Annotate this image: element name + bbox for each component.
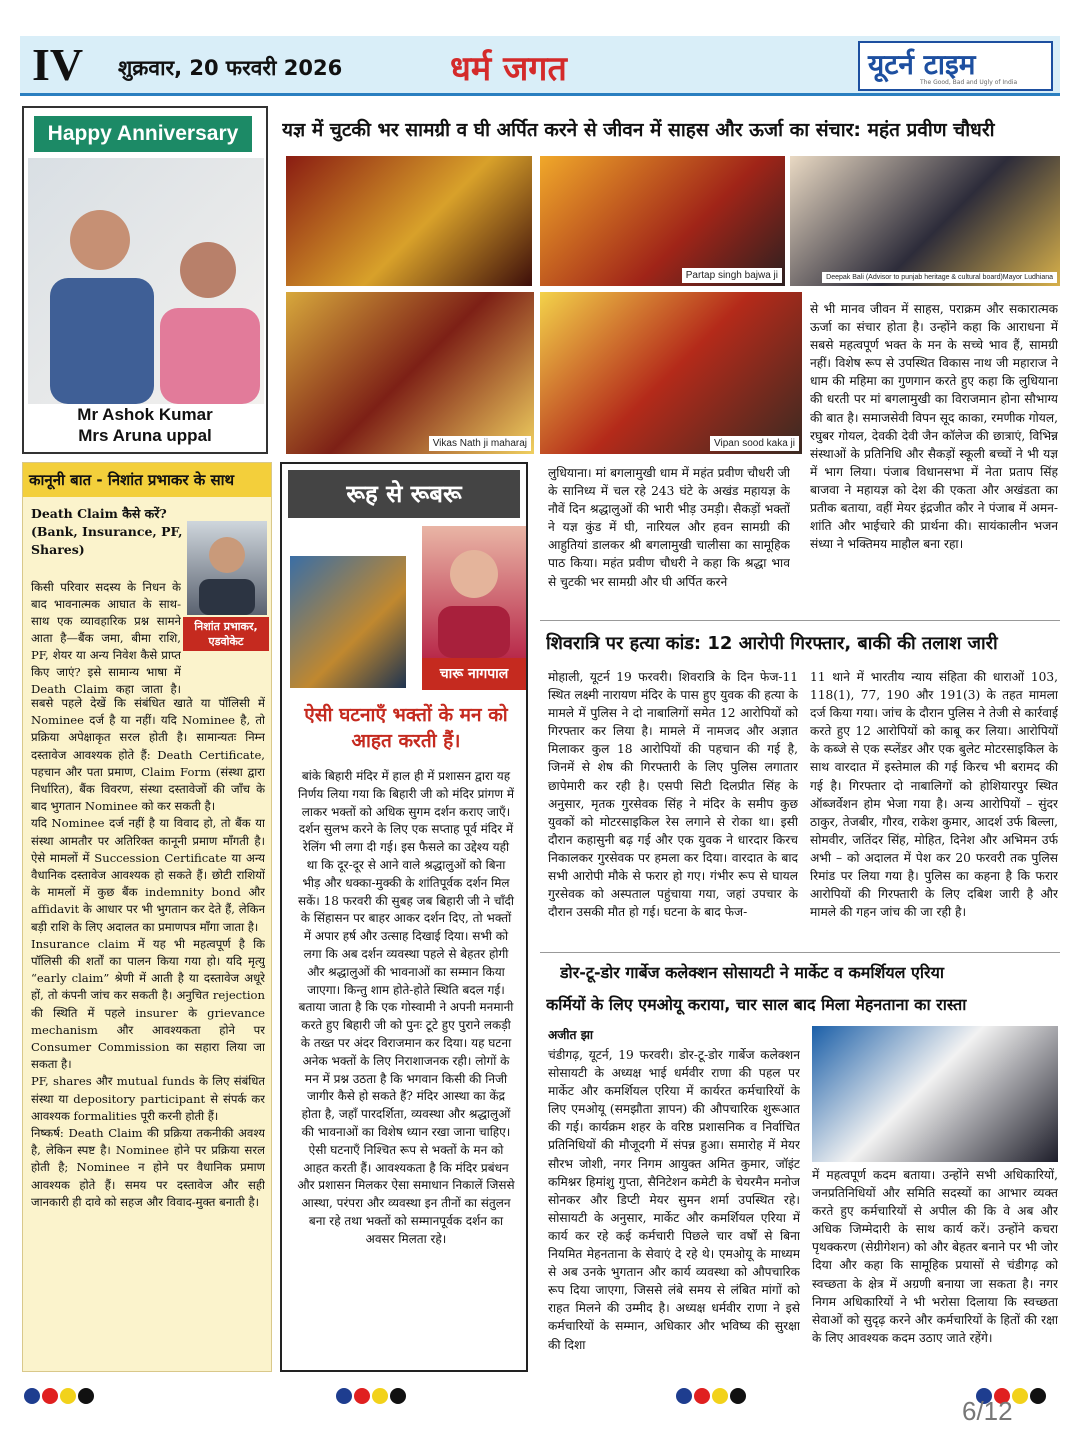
- article2-col1: [548, 668, 798, 946]
- photo-caption: Partap singh bajwa ji: [682, 268, 782, 283]
- article1-photo-5: [540, 292, 802, 454]
- article3-headline-line1: डोर-टू-डोर गार्बेज कलेक्शन सोसायटी ने मार्केट व कमर्शियल एरिया: [560, 963, 945, 982]
- article-paragraph: लुधियाना। मां बगलामुखी धाम में महंत प्रवीण चौधरी जी के सानिध्य में चल रहे 243 घंटे के अखंड महायज्ञ के नौवें दिन श्रद्धालुओं की भारी भीड़ उमड़ी। सैकड़ों भक्तों ने यज्ञ कुंड में घी, नारियल और हवन सामग्री की आहुतियां डालकर श्री बगलामुखी चालीसा का सामूहिक पाठ किया। महंत प्रवीण चौधरी ने कहा कि श्रद्धा भाव से चुटकी भर सामग्री और घी अर्पित करने: [548, 466, 790, 589]
- divider: [540, 952, 1060, 953]
- article3-col2: [812, 1166, 1058, 1376]
- section-title: धर्म जगत: [450, 49, 567, 89]
- column-body: [296, 768, 516, 1366]
- register-dot: [372, 1388, 388, 1404]
- anniversary-name-1: Mr Ashok Kumar: [77, 405, 213, 424]
- legal-body: [31, 695, 265, 1365]
- author-caption: चारू नागपाल: [422, 658, 526, 690]
- register-dot: [24, 1388, 40, 1404]
- deity-image: [290, 556, 406, 688]
- ruh-se-rubaru-column: [280, 462, 528, 1372]
- article1-photo-2: [540, 156, 785, 286]
- article1-headline: यज्ञ में चुटकी भर सामग्री व घी अर्पित करने से जीवन में साहस और ऊर्जा का संचार: महंत प्रवीण चौधरी: [282, 119, 995, 141]
- register-dot: [730, 1388, 746, 1404]
- register-dot: [354, 1388, 370, 1404]
- color-register-dots-3: [676, 1388, 748, 1408]
- page-number: IV: [32, 39, 84, 90]
- article3-col1: [548, 1046, 800, 1376]
- masthead: [20, 36, 1060, 96]
- register-dot: [390, 1388, 406, 1404]
- article-paragraph: मोहाली, यूटर्न 19 फरवरी। शिवरात्रि के दिन फेज-11 स्थित लक्ष्मी नारायण मंदिर के पास हुए युवक की हत्या के मामले में पुलिस ने दो नाबालिगों समेत 12 आरोपियों को गिरफ्तार कर लिया है। मामले में नामजद और अज्ञात मिलाकर कुल 18 आरोपियों की पहचान की गई है, जिनमें से शेष की गिरफ्तारी के लिए पुलिस लगातार छापेमारी कर रही है। एसपी सिटी दिलप्रीत सिंह के अनुसार, मृतक गुरसेवक सिंह ने मंदिर के समीप कुछ युवकों को मोटरसाइकिल रेस लगाने से रोका था। इसी दौरान कहासुनी बढ़ गई और एक युवक ने धारदार किरच निकालकर गुरसेवक पर हमला कर दिया। वारदात के बाद सभी आरोपी मौके से फरार हो गए। गंभीर रूप से घायल गुरसेवक को अस्पताल पहुंचाया गया, जहां उपचार के दौरान उसकी मौत हो गई। घटना के बाद फेज-: [548, 670, 798, 920]
- legal-column-header: कानूनी बात - निशांत प्रभाकर के साथ: [23, 463, 271, 497]
- legal-paragraph-5: PF, shares और mutual funds के लिए संबंधित संस्था या depository participant से संपर्क कर आवश्यक formalities पूरी करनी होती हैं।: [31, 1074, 265, 1123]
- page-indicator: 6/12: [962, 1396, 1013, 1426]
- article1-col2: [810, 300, 1058, 616]
- author-portrait-icon: [422, 526, 526, 658]
- article2-headline: शिवरात्रि पर हत्या कांड: 12 आरोपी गिरफ्तार, बाकी की तलाश जारी: [546, 633, 998, 654]
- article1-photo-1: [286, 156, 532, 286]
- register-dot: [336, 1388, 352, 1404]
- article1-photo-4: [286, 292, 534, 454]
- article1-photo-3: [790, 156, 1060, 286]
- article-paragraph: 11 थाने में भारतीय न्याय संहिता की धाराओं 103, 118(1), 77, 190 और 191(3) के तहत मामला दर्ज किया गया। जांच के दौरान पुलिस ने तेजी से कार्रवाई करते हुए 12 आरोपियों को काबू कर लिया। आरोपियों के कब्जे से एक स्प्लेंडर और एक बुलेट मोटरसाइकिल के साथ वारदात में इस्तेमाल की गई किरच भी बरामद की गई है। गिरफ्तार दो नाबालिगों को होशियारपुर स्थित ऑब्जर्वेशन होम भेजा गया है। अन्य आरोपियों – सुंदर ठाकुर, तेजबीर, गौरव, राकेश कुमार, आदर्श उर्फ बिल्ला, सोमवीर, जतिंदर सिंह, मोहित, दिनेश और अभिमन उर्फ अभी – को अदालत में पेश कर 20 फरवरी तक पुलिस रिमांड पर लिया गया है। पुलिस का कहना है कि फरार आरोपियों की गिरफ्तारी के लिए दबिश जारी है और मामले की गहन जांच की जा रही है।: [810, 670, 1058, 920]
- author-photo: [422, 526, 526, 658]
- anniversary-photo: [28, 158, 264, 404]
- article1-col1: [548, 464, 790, 616]
- legal-paragraph-3: यदि Nominee दर्ज नहीं है या विवाद हो, तो बैंक या संस्था आमतौर पर अतिरिक्त कानूनी प्रमाण माँगती है। ऐसे मामलों में Succession Certificate या अन्य वैधानिक दस्तावेज आवश्यक हो सकते हैं। छोटी राशियों के मामलों में कुछ बैंक indemnity bond और affidavit के आधार पर भी भुगतान कर देते हैं, लेकिन बड़ी राशि के लिए अदालत का प्रमाणपत्र माँगा जाता है।: [31, 816, 265, 934]
- legal-paragraph-6: निष्कर्ष: Death Claim की प्रक्रिया तकनीकी अवश्य है, लेकिन स्पष्ट है। Nominee होने पर प्रक्रिया सरल होती है; Nominee न होने पर वैधानिक प्रमाण आवश्यक होते हैं। समय पर दस्तावेज और सही जानकारी ही दावे को सहज और विवाद-मुक्त बनाती है।: [31, 1126, 265, 1209]
- logo-tagline: The Good, Bad and Ugly of India: [920, 79, 1018, 86]
- color-register-dots-2: [336, 1388, 408, 1408]
- anniversary-box: [22, 106, 268, 454]
- legal-column: [22, 462, 272, 1372]
- legal-paragraph-2: सबसे पहले देखें कि संबंधित खाते या पॉलिसी में Nominee दर्ज है या नहीं। यदि Nominee है, तो प्रक्रिया अपेक्षाकृत सरल होती है। सामान्यतः निम्न दस्तावेज आवश्यक होते हैं: Death Certificate, पहचान और पता प्रमाण, Claim Form (संस्था द्वारा निर्धारित), बैंक विवरण, संस्था दस्तावेजों की जाँच के बाद भुगतान Nominee को कर सकती है।: [31, 696, 265, 814]
- column-title: ऐसी घटनाएँ भक्तों के मन को आहत करती हैं।: [304, 704, 508, 752]
- column-paragraph: बांके बिहारी मंदिर में हाल ही में प्रशासन द्वारा यह निर्णय लिया गया कि बिहारी जी को मंदिर प्रांगण में लाकर भक्तों को अधिक सुगम दर्शन कराए जाएँ। दर्शन सुलभ करने के लिए एक सप्ताह पूर्व मंदिर में रेलिंग भी लगा दी गई। इस फैसले का उद्देश्य यही था कि दूर-दूर से आने वाले श्रद्धालुओं को बिना भीड़ और धक्का-मुक्की के शांतिपूर्वक दर्शन मिल सकें। 18 फरवरी की सुबह जब बिहारी जी ने चाँदी के सिंहासन पर बाहर आकर दर्शन दिए, तो भक्तों में अपार हर्ष और उत्साह दिखाई दिया। सभी को लगा कि अब दर्शन व्यवस्था पहले से बेहतर होगी और श्रद्धालुओं की भावनाओं का सम्मान किया जाएगा। किन्तु शाम होते-होते स्थिति बदल गई। बताया जाता है कि एक गोस्वामी ने अपनी मनमानी करते हुए बिहारी जी को पुनः टूटे हुए पुराने लकड़ी के तख्त पर अंदर विराजमान कर दिया। यह घटना अनेक भक्तों के लिए निराशाजनक रही। लोगों के मन में प्रश्न उठता है कि भगवान किसी की निजी जागीर कैसे हो सकते हैं? मंदिर आस्था का केंद्र होता है, जहाँ पारदर्शिता, व्यवस्था और श्रद्धालुओं की भावनाओं का विशेष ध्यान रखा जाना चाहिए। ऐसी घटनाएँ निश्चित रूप से भक्तों के मन को आहत करती हैं। आवश्यकता है कि मंदिर प्रबंधन और प्रशासन मिलकर ऐसा समाधान निकालें जिससे आस्था, परंपरा और व्यवस्था इन तीनों का संतुलन बना रहे तथा भक्तों को सम्मानपूर्वक दर्शन का अवसर मिलता रहे।: [297, 769, 515, 1246]
- article2-col2: [810, 668, 1058, 946]
- photo-caption: Deepak Bali (Advisor to punjab heritage & cultural board)Mayor Ludhiana: [822, 272, 1057, 283]
- register-dot: [78, 1388, 94, 1404]
- register-dot: [1030, 1388, 1046, 1404]
- issue-date: शुक्रवार, 20 फरवरी 2026: [118, 56, 343, 80]
- article-paragraph: से भी मानव जीवन में साहस, पराक्रम और सकारात्मक ऊर्जा का संचार होता है। उन्होंने कहा कि आराधना में सबसे महत्वपूर्ण भक्त के मन के सच्चे भाव हैं, सामग्री नहीं। विशेष रूप से उपस्थित विकास नाथ जी महाराज ने धाम की महिमा का गुणगान करते हुए कहा कि लुधियाना की धरती पर मां बगलामुखी का विराजमान होना सौभाग्य की बात है। समाजसेवी विपन सूद काका, रमणीक गोयल, रघुबर गोयल, देवकी देवी जैन कॉलेज की छात्राएं, विभिन्न संस्थाओं के प्रतिनिधि और सैकड़ों स्कूली बच्चों ने भी यज्ञ में भाग लिया। पंजाब विधानसभा में नेता प्रताप सिंह बाजवा ने महायज्ञ को देश की एकता और अखंडता का प्रतीक बताया, वहीं मेयर इंद्रजीत कौर ने पंजाब में अमन-शांति और भाईचारे की प्रार्थना की। सायंकालीन भजन संध्या ने भक्तिमय माहौल बना रहा।: [810, 302, 1058, 552]
- legal-paragraph-4: Insurance claim में यह भी महत्वपूर्ण है कि पॉलिसी की शर्तों का पालन किया गया हो। यदि मृत्यु “early claim” श्रेणी में आती है या दस्तावेज अधूरे हों, तो कंपनी जांच कर सकती है। अनुचित rejection की स्थिति में पहले insurer के grievance mechanism और आवश्यकता होने पर Consumer Commission का सहारा लिया जा सकता है।: [31, 936, 265, 1072]
- register-dot: [712, 1388, 728, 1404]
- anniversary-name-2: Mrs Aruna uppal: [78, 426, 212, 445]
- newspaper-logo: [858, 41, 1053, 91]
- column-header: रूह से रूबरू: [288, 470, 520, 518]
- legal-body-top: [31, 579, 181, 695]
- couple-photo-icon: [28, 158, 264, 404]
- author-photo: [187, 521, 267, 615]
- register-dot: [694, 1388, 710, 1404]
- legal-paragraph-1: किसी परिवार सदस्य के निधन के बाद भावनात्मक आघात के साथ-साथ एक व्यावहारिक प्रश्न सामने आता है—बैंक जमा, बीमा राशि, PF, शेयर या अन्य निवेश कैसे प्राप्त किए जाएं? इसे सामान्य भाषा में Death Claim कहा जाता है।: [31, 580, 181, 695]
- photo-caption: Vikas Nath ji maharaj: [429, 436, 531, 451]
- register-dot: [42, 1388, 58, 1404]
- register-dot: [676, 1388, 692, 1404]
- author-caption: निशांत प्रभाकर, एडवोकेट: [183, 617, 269, 651]
- article-paragraph: चंडीगढ़, यूटर्न, 19 फरवरी। डोर-टू-डोर गार्बेज कलेक्शन सोसायटी के अध्यक्ष भाई धर्मवीर राणा की पहल पर मार्केट और कमर्शियल एरिया में कार्यरत कर्मचारियों के लिए एमओयू (समझौता ज्ञापन) की औपचारिक शुरूआत की गई। कार्यक्रम शहर के वरिष्ठ प्रशासनिक व निर्वाचित प्रतिनिधियों की मौजूदगी में संपन्न हुआ। समारोह में मेयर सौरभ जोशी, नगर निगम आयुक्त अमित कुमार, जॉइंट कमिश्नर हिमांशु गुप्ता, सैनिटेशन कमेटी के चेयरमैन मनोज सोनकर और डिप्टी मेयर सुमन शर्मा उपस्थित रहे। सोसायटी के अनुसार, मार्केट और कमर्शियल एरिया में कार्य कर रहे कई कर्मचारी पिछले चार वर्षों से बिना नियमित मेहनताना के सेवाएं दे रहे थे। एमओयू के माध्यम से अब उनके भुगतान और कार्य व्यवस्था को औपचारिक रूप दिया जाएगा, जिससे लंबे समय से लंबित मांगों को राहत मिलने की उम्मीद है। अध्यक्ष धर्मवीर राणा ने इसे कर्मचारियों के सम्मान, अधिकार और भविष्य की सुरक्षा की दिशा: [548, 1048, 800, 1352]
- article3-byline: [548, 1026, 668, 1046]
- register-dot: [1012, 1388, 1028, 1404]
- logo-text: यूटर्न टाइम: [868, 48, 976, 81]
- divider: [540, 620, 1060, 621]
- photo-caption: Vipan sood kaka ji: [710, 436, 799, 451]
- article3-photo: [812, 1026, 1058, 1162]
- register-dot: [60, 1388, 76, 1404]
- anniversary-names: [24, 404, 266, 446]
- article3-headline-line2: कर्मियों के लिए एमओयू कराया, चार साल बाद मिला मेहनताना का रास्ता: [546, 995, 967, 1014]
- author-portrait-icon: [187, 521, 267, 615]
- legal-title: Death Claim कैसे करें? (Bank, Insurance, PF, Shares): [31, 506, 183, 557]
- article-paragraph: में महत्वपूर्ण कदम बताया। उन्होंने सभी अधिकारियों, जनप्रतिनिधियों और समिति सदस्यों का आभार व्यक्त करते हुए कर्मचारियों से अपील की कि वे अब और अधिक जिम्मेदारी के साथ कार्य करें। उन्होंने कचरा पृथक्करण (सेग्रीगेशन) को और बेहतर बनाने पर भी जोर दिया और कहा कि सामूहिक प्रयासों से चंडीगढ़ को स्वच्छता के क्षेत्र में अग्रणी बनाया जा सकता है। नगर निगम अधिकारियों ने भी भरोसा दिलाया कि स्वच्छता सेवाओं को सुदृढ़ करने और कर्मचारियों के हितों की रक्षा के लिए आवश्यक कदम उठाए जाते रहेंगे।: [812, 1168, 1058, 1345]
- anniversary-title: Happy Anniversary: [34, 116, 252, 152]
- byline: अजीत झा: [548, 1028, 594, 1042]
- color-register-dots-1: [24, 1388, 96, 1408]
